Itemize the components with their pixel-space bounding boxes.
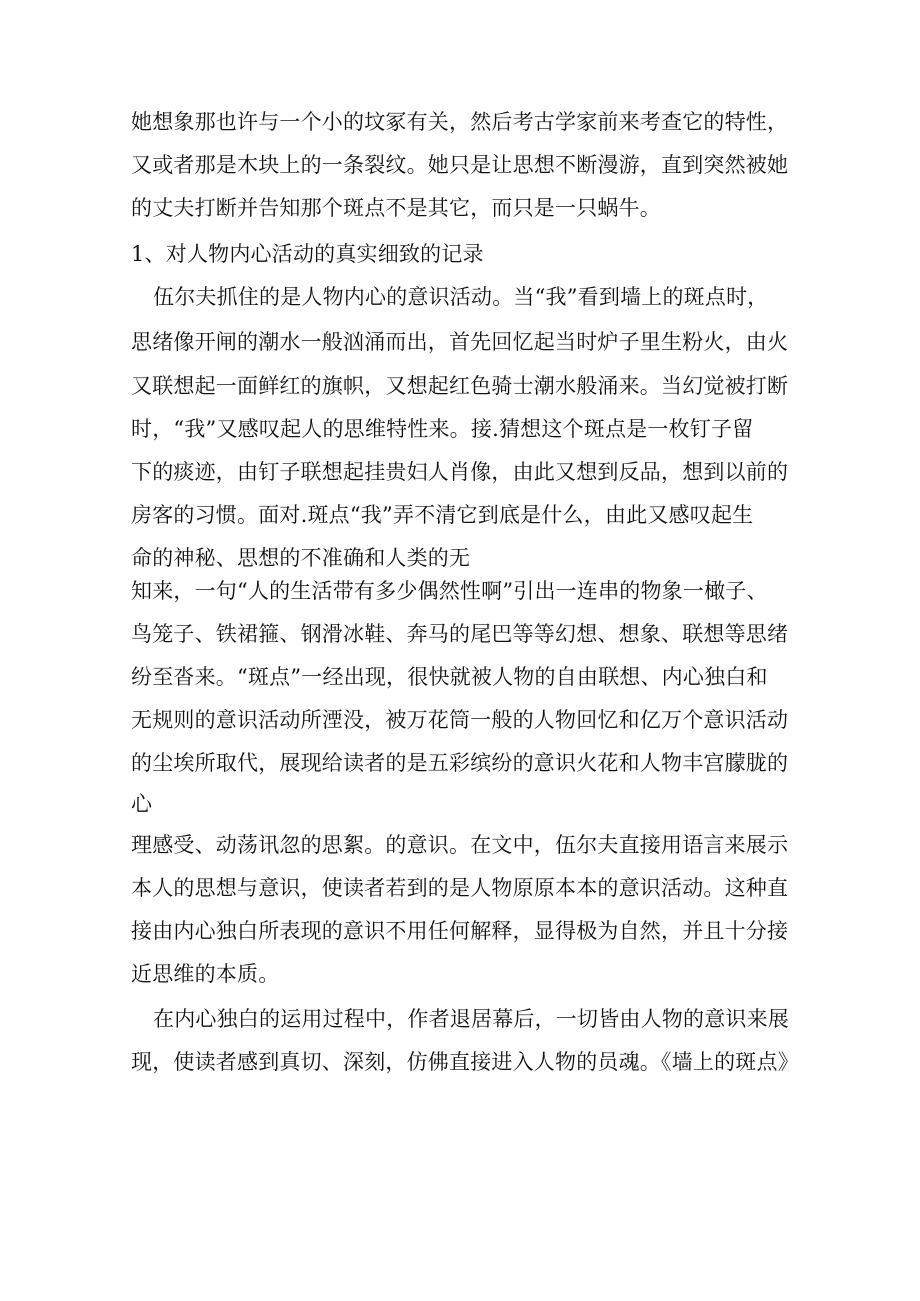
text-line: 思绪像开闸的潮水一般汹涌而出，首先回忆起当时炉子里生粉火，由火 (131, 330, 789, 354)
text-line: 下的痰迹，由钉子联想起挂贵妇人肖像，由此又想到反品，想到以前的 (131, 460, 789, 484)
text-line: 知来，一句“人的生活带有多少偶然性啊”引出一连串的物象一橄子、 (131, 579, 768, 603)
text-line: 的丈夫打断并告知那个斑点不是其它，而只是一只蜗牛。 (131, 196, 661, 220)
text-line: 理感受、动荡讯忽的思絮。的意识。在文中，伍尔夫直接用语言来展示 (131, 833, 789, 857)
text-line: 心 (131, 792, 153, 816)
text-line: 伍尔夫抓住的是人物内心的意识活动。当“我”看到墙上的斑点时， (153, 285, 769, 309)
text-line: 房客的习惯。面对.斑点“我”弄不清它到底是什么，由此又感叹起生 (131, 503, 754, 527)
text-line: 近思维的本质。 (131, 962, 280, 986)
text-line: 又联想起一面鲜红的旗帜，又想起红色骑士潮水般涌来。当幻觉被打断 (131, 374, 789, 398)
section-heading: 1、对人物内心活动的真实细致的记录 (131, 242, 484, 266)
text-line: 时，“我”又感叹起人的思维特性来。接.猜想这个斑点是一枚钉子留 (131, 417, 754, 441)
text-line: 在内心独白的运用过程中，作者退居幕后，一切皆由人物的意识来展 (153, 1007, 789, 1031)
text-line: 本人的思想与意识，使读者若到的是人物原原本本的意识活动。这种直 (131, 876, 789, 900)
text-line: 她想象那也许与一个小的坟冢有关，然后考古学家前来考查它的特性， (131, 110, 789, 134)
text-line: 鸟笼子、铁裙箍、钢滑冰鞋、奔马的尾巴等等幻想、想象、联想等思绪 (131, 622, 789, 646)
text-line: 的尘埃所取代，展现给读者的是五彩缤纷的意识火花和人物丰宫朦胧的 (131, 751, 789, 775)
text-line: 纷至沓来。“斑点”一经出现，很快就被人物的自由联想、内心独白和 (131, 665, 768, 689)
text-line: 命的神秘、思想的不准确和人类的无 (131, 546, 471, 570)
text-line: 接由内心独白所表现的意识不用任何解释，显得极为自然，并且十分接 (131, 919, 789, 943)
text-line: 无规则的意识活动所湮没，被万花筒一般的人物回忆和亿万个意识活动 (131, 708, 789, 732)
text-line: 现，使读者感到真切、深刻，仿佛直接进入人物的员魂。《墙上的斑点》 (131, 1050, 799, 1074)
text-line: 又或者那是木块上的一条裂纹。她只是让思想不断漫游，直到突然被她 (131, 153, 789, 177)
